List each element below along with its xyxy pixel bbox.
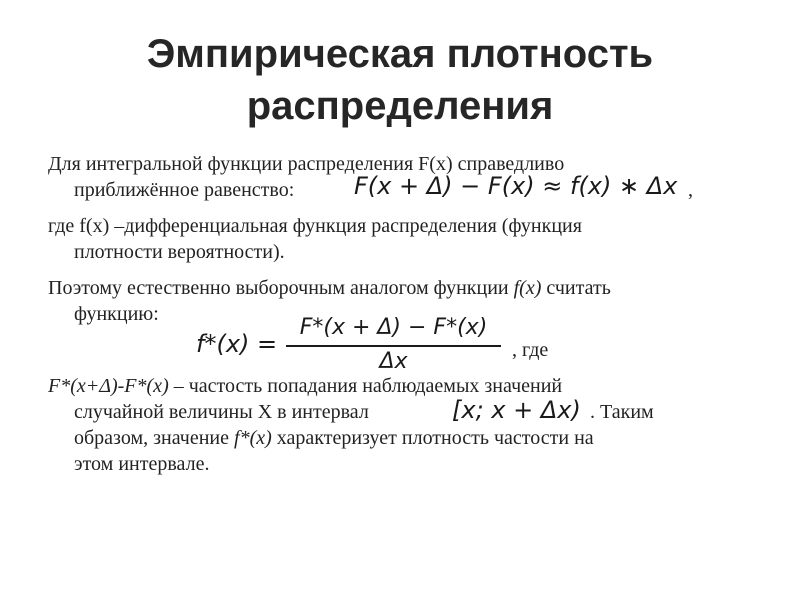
paragraph-3-where: , где bbox=[512, 339, 549, 361]
paragraph-3-text-b: считать bbox=[541, 277, 611, 299]
paragraph-4-line-2: случайной величины X в интервал bbox=[74, 401, 369, 423]
fraction-numerator: F*(x + Δ) − F*(x) bbox=[299, 315, 488, 340]
paragraph-2-line-2: плотности вероятности). bbox=[74, 241, 285, 263]
paragraph-4-line-1 bbox=[48, 374, 562, 398]
paragraph-1-comma: , bbox=[688, 179, 693, 201]
paragraph-3-line-1 bbox=[48, 276, 611, 300]
paragraph-4-text-a: – частость попадания наблюдаемых значений bbox=[168, 375, 563, 397]
paragraph-4-text-c: характеризует плотность частости на bbox=[271, 427, 594, 449]
paragraph-4-line-3 bbox=[74, 426, 594, 450]
paragraph-4-line-4: этом интервале. bbox=[74, 453, 210, 475]
fraction-denominator: Δx bbox=[379, 349, 408, 374]
slide-title-line-1: Эмпирическая плотность bbox=[146, 32, 654, 76]
paragraph-4-emph-frequency: F*(x+Δ)-F*(x) bbox=[48, 375, 169, 397]
paragraph-4-emph-fstar: f*(x) bbox=[234, 427, 272, 449]
fraction-bar bbox=[286, 345, 501, 347]
paragraph-1-line-2: приближённое равенство: bbox=[74, 179, 295, 201]
paragraph-4-line-2-tail: . Таким bbox=[590, 401, 654, 423]
paragraph-3-emph-fx: f(x) bbox=[513, 277, 542, 299]
empirical-density-fraction bbox=[286, 315, 501, 377]
paragraph-2-line-1: где f(x) –дифференциальная функция распределения (функция bbox=[48, 215, 582, 237]
paragraph-3-text-a: Поэтому естественно выборочным аналогом функции bbox=[48, 277, 514, 299]
slide-title bbox=[0, 28, 800, 132]
paragraph-1-line-1: Для интегральной функции распределения F(x) справедливо bbox=[48, 153, 565, 175]
paragraph-4-text-b: образом, значение bbox=[74, 427, 235, 449]
interval-formula: [x; x + Δx) bbox=[452, 396, 581, 424]
slide-title-line-2: распределения bbox=[246, 84, 554, 128]
approximation-formula: F(x + Δ) − F(x) ≈ f(x) ∗ Δx bbox=[354, 172, 678, 200]
paragraph-3-line-2: функцию: bbox=[74, 303, 159, 325]
empirical-density-lhs: f*(x) = bbox=[196, 330, 278, 358]
